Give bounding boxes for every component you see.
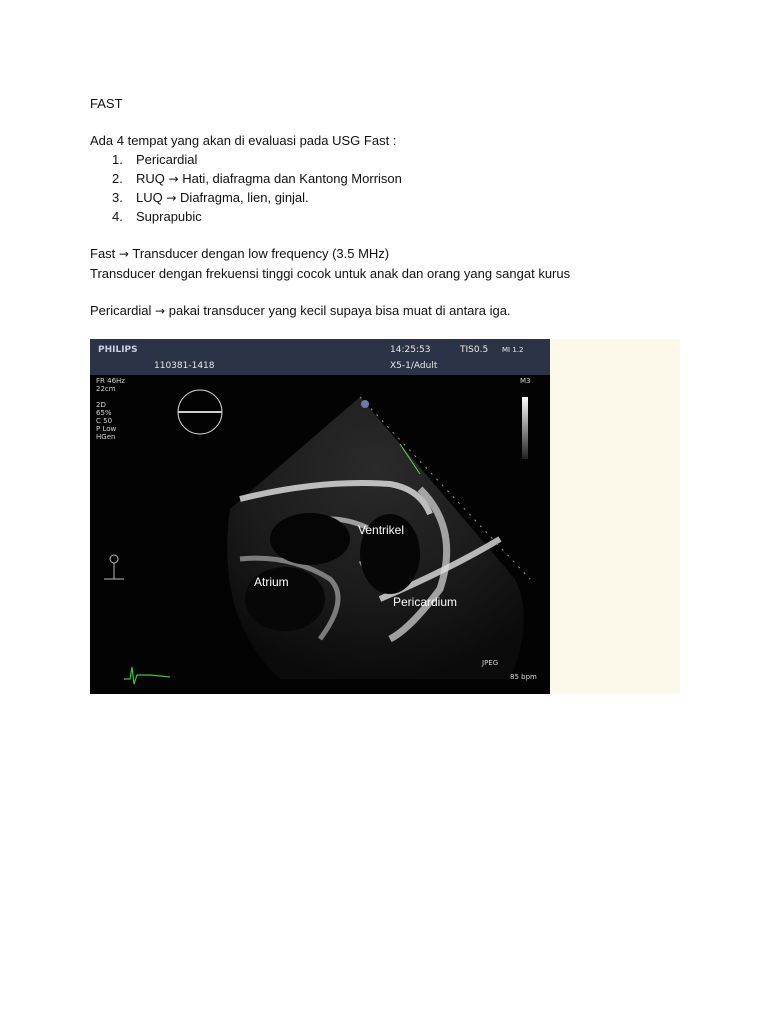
- tis-value: TIS0.5: [460, 345, 489, 355]
- fast-line: Fast → Transducer dengan low frequency (3.5 MHz): [90, 246, 390, 261]
- scan-parameters: FR 46Hz 22cm 2D 65% C 50 P Low HGen: [96, 377, 125, 441]
- pericardium-label: Pericardium: [393, 595, 458, 609]
- intro-text: Ada 4 tempat yang akan di evaluasi pada USG Fast :: [90, 133, 397, 148]
- list-item: 3. LUQ → Diafragma, lien, ginjal.: [112, 190, 309, 205]
- probe-label: X5-1/Adult: [390, 361, 438, 371]
- m-marker: M3: [520, 377, 531, 385]
- grayscale-bar: [522, 397, 528, 459]
- brand-label: PHILIPS: [98, 345, 138, 355]
- jpeg-label: JPEG: [482, 659, 499, 667]
- atrium-label: Atrium: [254, 575, 289, 589]
- ecg-trace: [124, 667, 170, 684]
- pericardial-line: Pericardial → pakai transducer yang kecil supaya bisa muat di antara iga.: [90, 303, 511, 318]
- high-frequency-line: Transducer dengan frekuensi tinggi cocok untuk anak dan orang yang sangat kurus: [90, 266, 571, 281]
- ultrasound-scan: [90, 339, 550, 694]
- list-item: 4. Suprapubic: [112, 209, 202, 224]
- scan-time: 14:25:53: [390, 345, 431, 355]
- doc-title: FAST: [90, 96, 123, 111]
- arrow-icon: →: [118, 247, 129, 261]
- ventricle-label: Ventrikel: [358, 523, 405, 537]
- list-item: 2. RUQ → Hati, diafragma dan Kantong Morrison: [112, 171, 402, 186]
- arrow-icon: →: [168, 172, 179, 186]
- list-item: 1. Pericardial: [112, 152, 198, 167]
- probe-indicator-icon: [361, 400, 369, 408]
- arrow-icon: →: [166, 191, 177, 205]
- arrow-icon: →: [155, 304, 166, 318]
- chamber-shadow: [270, 513, 350, 565]
- patient-id: 110381-1418: [154, 361, 215, 371]
- mi-value: MI 1.2: [502, 346, 524, 354]
- ultrasound-image: [90, 339, 550, 694]
- orientation-marker-icon: [110, 555, 118, 563]
- bpm-label: 85 bpm: [510, 673, 537, 681]
